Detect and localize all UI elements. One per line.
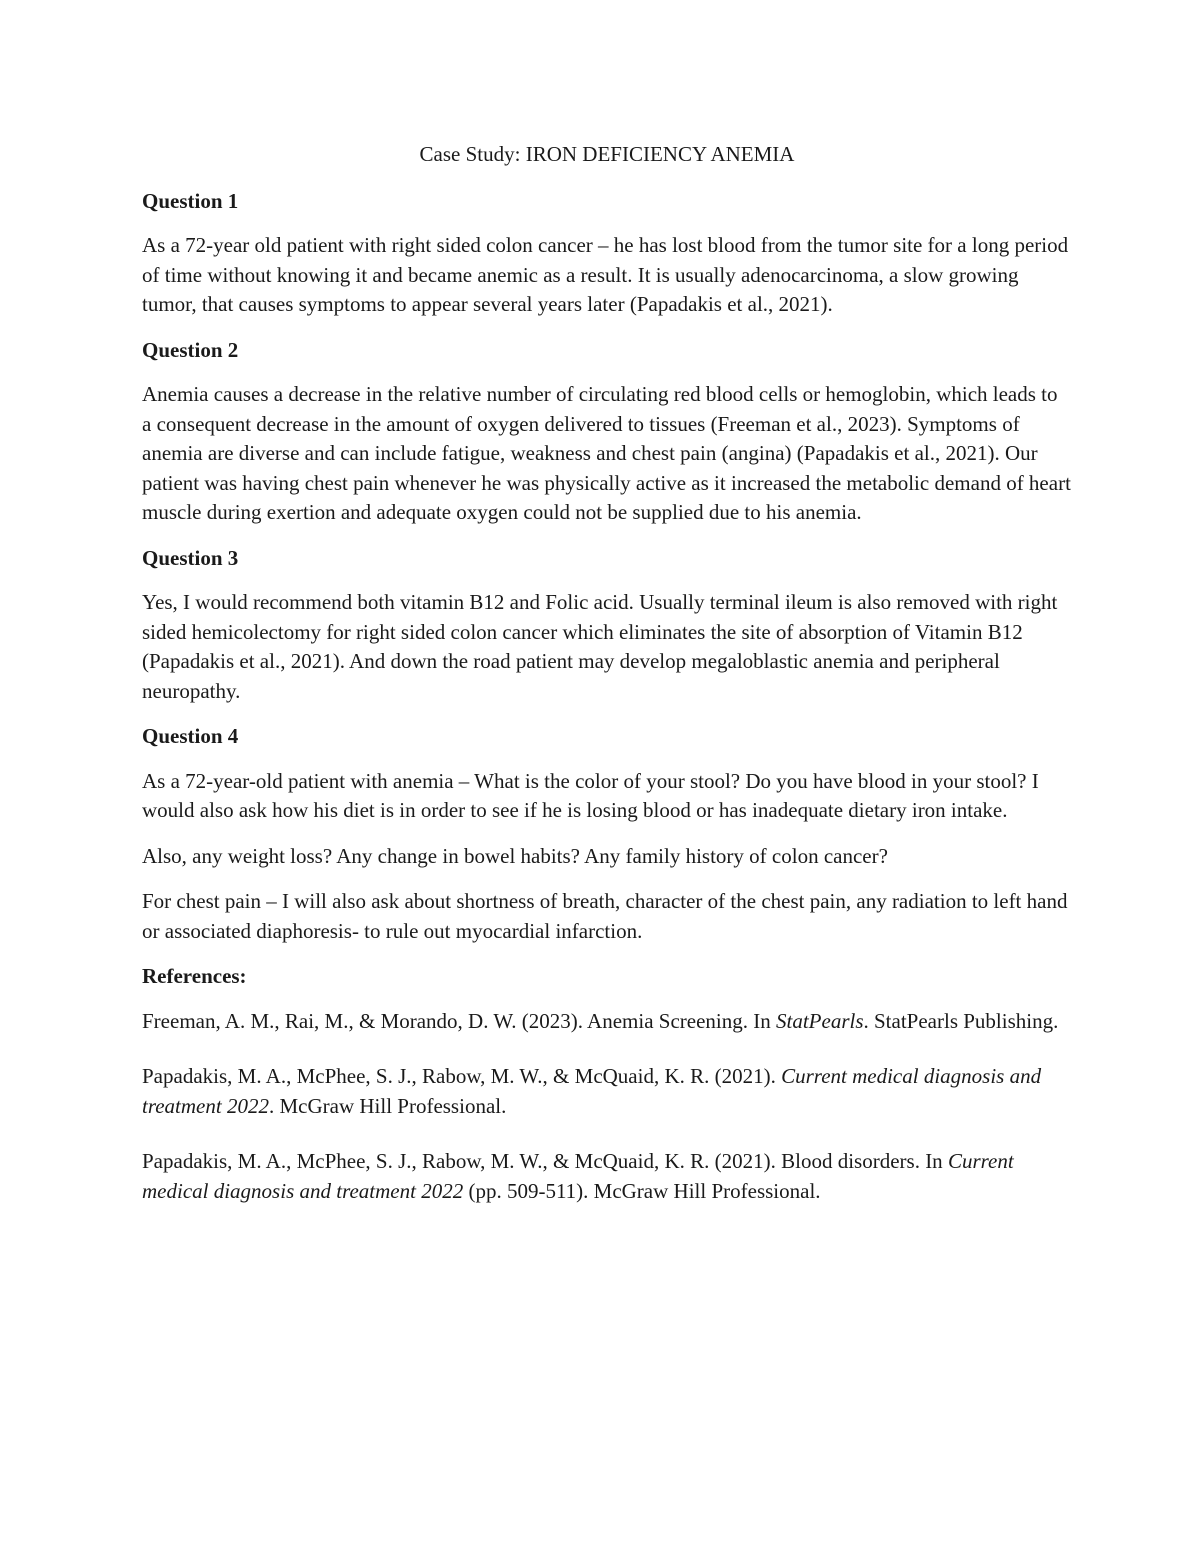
reference-text: (pp. 509-511). McGraw Hill Professional. xyxy=(463,1178,821,1203)
body-paragraph: For chest pain – I will also ask about shortness of breath, character of the chest pain, any radiation to left hand or associated diaphoresis- to rule out myocardial infarction. xyxy=(142,889,1068,943)
reference-text: . McGraw Hill Professional. xyxy=(268,1093,507,1118)
reference-text: Papadakis, M. A., McPhee, S. J., Rabow, M. W., & McQuaid, K. R. (2021). xyxy=(142,1064,782,1088)
document-page xyxy=(142,140,1072,1206)
reference-entry xyxy=(142,1062,1072,1121)
reference-source-title: Current medical diagnosis and treatment 2022 xyxy=(142,1149,1014,1203)
body-paragraph: As a 72-year old patient with right sided colon cancer – he has lost blood from the tumor site for a long period of time without knowing it and became anemic as a result. It is usually adenocarcinoma, a slow growing tumor, that causes symptoms to appear several years later (Papadakis et al., 2021). xyxy=(142,233,1069,316)
reference-text: Papadakis, M. A., McPhee, S. J., Rabow, M. W., & McQuaid, K. R. (2021). Blood disorders. In xyxy=(142,1149,948,1173)
section-heading: Question 4 xyxy=(142,724,239,748)
section-question-2 xyxy=(142,336,1072,528)
section-question-3 xyxy=(142,544,1072,707)
body-paragraph: Yes, I would recommend both vitamin B12 and Folic acid. Usually terminal ileum is also removed with right sided hemicolectomy for right sided colon cancer which eliminates the site of absorption of Vitamin B12 (Papadakis et al., 2021). And down the road patient may develop megaloblastic anemia and peripheral neuropathy. xyxy=(142,590,1058,703)
section-heading: Question 2 xyxy=(142,337,239,362)
reference-source-title: Current medical diagnosis and treatment 2022 xyxy=(142,1064,1042,1118)
body-paragraph: Anemia causes a decrease in the relative number of circulating red blood cells or hemoglobin, which leads to a consequent decrease in the amount of oxygen delivered to tissues (Freeman et al., 2023). Symptoms of anemia are diverse and can include fatigue, weakness and chest pain (angina) (Papadakis et al., 2021). Our patient was having chest pain whenever he was physically active as it increased the metabolic demand of heart muscle during exertion and adequate oxygen could not be supplied due to his anemia. xyxy=(142,382,1071,524)
references-section xyxy=(142,962,1072,1206)
reference-entry xyxy=(142,1147,1072,1206)
section-heading: Question 3 xyxy=(142,545,239,570)
reference-entry xyxy=(142,1007,1072,1037)
references-heading: References: xyxy=(142,964,247,988)
section-question-1 xyxy=(142,187,1072,320)
body-paragraph: Also, any weight loss? Any change in bowel habits? Any family history of colon cancer? xyxy=(142,843,888,868)
section-heading: Question 1 xyxy=(142,188,239,213)
reference-text: . StatPearls Publishing. xyxy=(863,1008,1059,1033)
reference-source-title: StatPearls xyxy=(776,1008,864,1033)
document-title: Case Study: IRON DEFICIENCY ANEMIA xyxy=(419,142,795,166)
body-paragraph: As a 72-year-old patient with anemia – What is the color of your stool? Do you have blood in your stool? I would also ask how his diet is in order to see if he is losing blood or has inadequate dietary iron intake. xyxy=(142,768,1039,822)
reference-text: Freeman, A. M., Rai, M., & Morando, D. W. (2023). Anemia Screening. In xyxy=(142,1008,776,1033)
section-question-4 xyxy=(142,722,1072,946)
